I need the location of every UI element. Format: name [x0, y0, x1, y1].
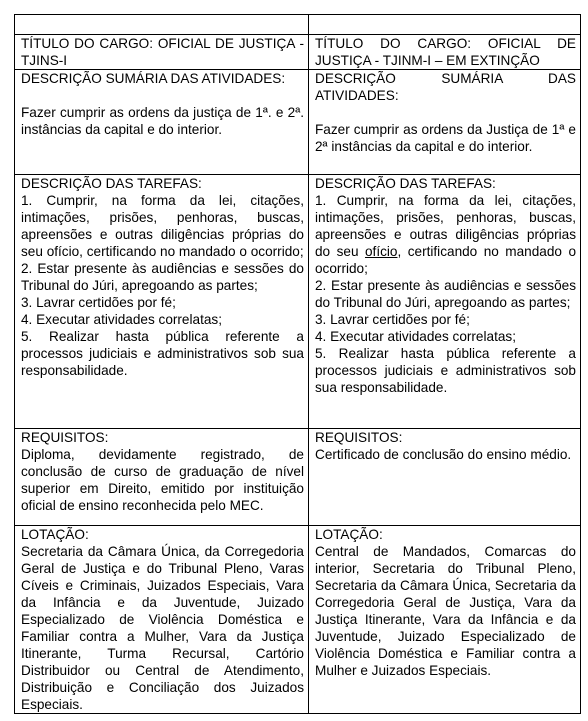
right-task1-underlined: ofício — [364, 244, 398, 259]
left-tasks-cell — [15, 175, 309, 429]
left-task-item: 3. Lavrar certidões por fé; — [21, 295, 176, 310]
right-summary-cell — [309, 70, 581, 175]
location-row — [15, 526, 581, 714]
left-requirements-cell — [15, 429, 309, 526]
left-location-text: Secretaria da Câmara Única, da Corregedoria Geral de Justiça e do Tribunal Pleno, Varas Cíveis e Criminais, Juizados Especiais, Vara da Infância e da Juventude, Juizado Especializado de Violência Doméstica e Familiar contra a Mulher, Vara da Justiça Itinerante, Turma Recursal, Cartório Distribuidor ou Central de Atendimento, Distribuição e Conciliação dos Juizados Especiais. — [21, 544, 304, 712]
right-location-text: Central de Mandados, Comarcas do interior, Secretaria do Tribunal Pleno, Secretaria da Câmara Única, Secretaria da Corregedoria Geral de Justiça, Vara da Justiça Itinerante, Vara da Infância e da Juventude, Juizado Especializado de Violência Doméstica e Familiar contra a Mulher e Juizados Especiais. — [315, 544, 576, 678]
right-task-item: 3. Lavrar certidões por fé; — [315, 312, 470, 327]
right-task-item — [315, 192, 576, 277]
left-tasks-heading: DESCRIÇÃO DAS TAREFAS: — [21, 176, 202, 191]
right-requirements-text: Certificado de conclusão do ensino médio. — [315, 447, 572, 462]
left-task-item: 4. Executar atividades correlatas; — [21, 312, 222, 327]
right-summary-text: Fazer cumprir as ordens da Justiça de 1ª e 2ª instâncias da capital e do interior. — [315, 122, 576, 154]
tasks-row — [15, 175, 581, 429]
left-requirements-heading: REQUISITOS: — [21, 430, 109, 445]
job-comparison-table — [14, 14, 581, 714]
right-requirements-cell — [309, 429, 581, 526]
right-title: TÍTULO DO CARGO: OFICIAL DE JUSTIÇA - TJINM-I – EM EXTINÇÃO — [315, 36, 576, 68]
right-task-item: 4. Executar atividades correlatas; — [315, 329, 516, 344]
right-location-heading: LOTAÇÃO: — [315, 527, 383, 542]
right-task1-after: , certificando no mandado o ocorrido; — [315, 244, 577, 276]
requirements-row — [15, 429, 581, 526]
right-summary-heading: DESCRIÇÃO SUMÁRIA DAS ATIVIDADES: — [315, 71, 576, 103]
left-task-item: 1. Cumprir, na forma da lei, citações, intimações, prisões, penhoras, buscas, apreensões e outras diligências próprias do seu ofício, certificando no mandado o ocorrido; — [21, 193, 304, 259]
right-tasks-heading: DESCRIÇÃO DAS TAREFAS: — [315, 176, 496, 191]
left-task-item: 5. Realizar hasta pública referente a processos judiciais e administrativos sob sua responsabilidade. — [21, 329, 304, 378]
left-summary-text: Fazer cumprir as ordens da justiça de 1ª. e 2ª. instâncias da capital e do interior. — [21, 105, 304, 137]
left-location-cell — [15, 526, 309, 714]
right-title-cell — [309, 35, 581, 70]
right-location-cell — [309, 526, 581, 714]
left-summary-heading: DESCRIÇÃO SUMÁRIA DAS ATIVIDADES: — [21, 71, 286, 86]
left-title-cell — [15, 35, 309, 70]
summary-row — [15, 70, 581, 175]
empty-cell-right — [309, 15, 581, 35]
right-task1-before: 1. Cumprir, na forma da lei, citações, intimações, prisões, penhoras, buscas, apreensões e outras diligências próprias do seu — [315, 193, 576, 259]
right-task-item: 2. Estar presente às audiências e sessões do Tribunal do Júri, apregoando as partes; — [315, 278, 576, 310]
left-requirements-text: Diploma, devidamente registrado, de conclusão de curso de graduação de nível superior em Direito, emitido por instituição oficial de ensino reconhecida pelo MEC. — [21, 447, 304, 513]
right-tasks-cell — [309, 175, 581, 429]
left-summary-cell — [15, 70, 309, 175]
left-task-item: 2. Estar presente às audiências e sessões do Tribunal do Júri, apregoando as partes; — [21, 261, 304, 293]
left-location-heading: LOTAÇÃO: — [21, 527, 89, 542]
left-title: TÍTULO DO CARGO: OFICIAL DE JUSTIÇA - TJINS-I — [21, 36, 304, 68]
right-task-item: 5. Realizar hasta pública referente a processos judiciais e administrativos sob sua responsabilidade. — [315, 346, 576, 395]
empty-header-row — [15, 15, 581, 35]
title-row — [15, 35, 581, 70]
right-requirements-heading: REQUISITOS: — [315, 430, 403, 445]
empty-cell-left — [15, 15, 309, 35]
